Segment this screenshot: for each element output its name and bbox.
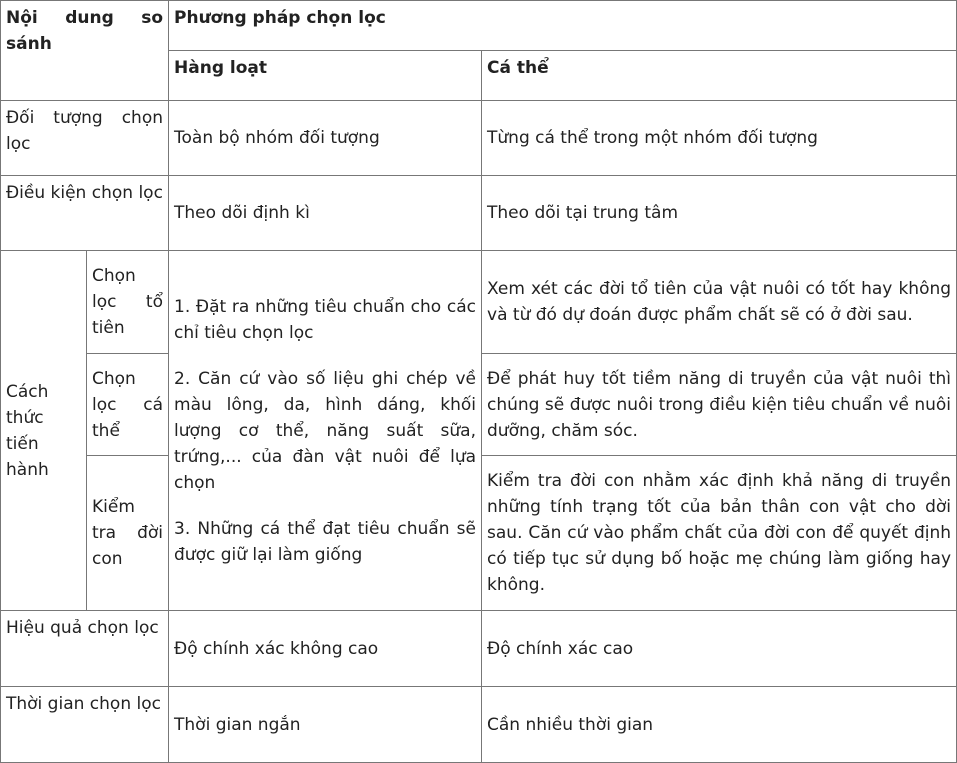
- row-effect-individual: Độ chính xác cao: [482, 611, 957, 687]
- row-time-individual: Cần nhiều thời gian: [482, 687, 957, 763]
- header-mass: Hàng loạt: [169, 51, 482, 101]
- mass-step-1: 1. Đặt ra những tiêu chuẩn cho các chỉ tiêu chọn lọc: [174, 296, 477, 343]
- method-sub-ancestor: Chọn lọc tổ tiên: [87, 251, 169, 354]
- row-condition-label: Điều kiện chọn lọc: [1, 176, 169, 251]
- row-condition-mass: Theo dõi định kì: [169, 176, 482, 251]
- row-target-individual: Từng cá thể trong một nhóm đối tượng: [482, 101, 957, 176]
- header-method-group: Phương pháp chọn lọc: [169, 1, 957, 51]
- row-effect-mass: Độ chính xác không cao: [169, 611, 482, 687]
- row-target-mass: Toàn bộ nhóm đối tượng: [169, 101, 482, 176]
- method-individual-ancestor: Xem xét các đời tổ tiên của vật nuôi có tốt hay không và từ đó dự đoán được phẩm chất sẽ có ở đời sau.: [482, 251, 957, 354]
- mass-step-2: 2. Căn cứ vào số liệu ghi chép về màu lông, da, hình dáng, khối lượng cơ thể, năng suất sữa, trứng,... của đàn vật nuôi để lựa chọn: [174, 368, 477, 493]
- mass-step-3: 3. Những cá thể đạt tiêu chuẩn sẽ được giữ lại làm giống: [174, 518, 477, 565]
- row-effect-label: Hiệu quả chọn lọc: [1, 611, 169, 687]
- header-criteria: Nội dung so sánh: [1, 1, 169, 101]
- header-individual: Cá thể: [482, 51, 957, 101]
- row-target-label: Đối tượng chọn lọc: [1, 101, 169, 176]
- row-time-label: Thời gian chọn lọc: [1, 687, 169, 763]
- row-time-mass: Thời gian ngắn: [169, 687, 482, 763]
- method-individual-offspring: Kiểm tra đời con nhằm xác định khả năng di truyền những tính trạng tốt của bản thân con vật cho dời sau. Căn cứ vào phẩm chất của đời con để quyết định có tiếp tục sử dụng bố hoặc mẹ chúng làm giống hay không.: [482, 456, 957, 611]
- row-condition-individual: Theo dõi tại trung tâm: [482, 176, 957, 251]
- method-individual-individual: Để phát huy tốt tiềm năng di truyền của vật nuôi thì chúng sẽ được nuôi trong điều kiện tiêu chuẩn về nuôi dưỡng, chăm sóc.: [482, 354, 957, 456]
- row-method-mass-steps: [169, 251, 482, 611]
- method-sub-offspring: Kiểm tra đời con: [87, 456, 169, 611]
- row-method-label: Cách thức tiến hành: [1, 251, 87, 611]
- method-sub-individual: Chọn lọc cá thể: [87, 354, 169, 456]
